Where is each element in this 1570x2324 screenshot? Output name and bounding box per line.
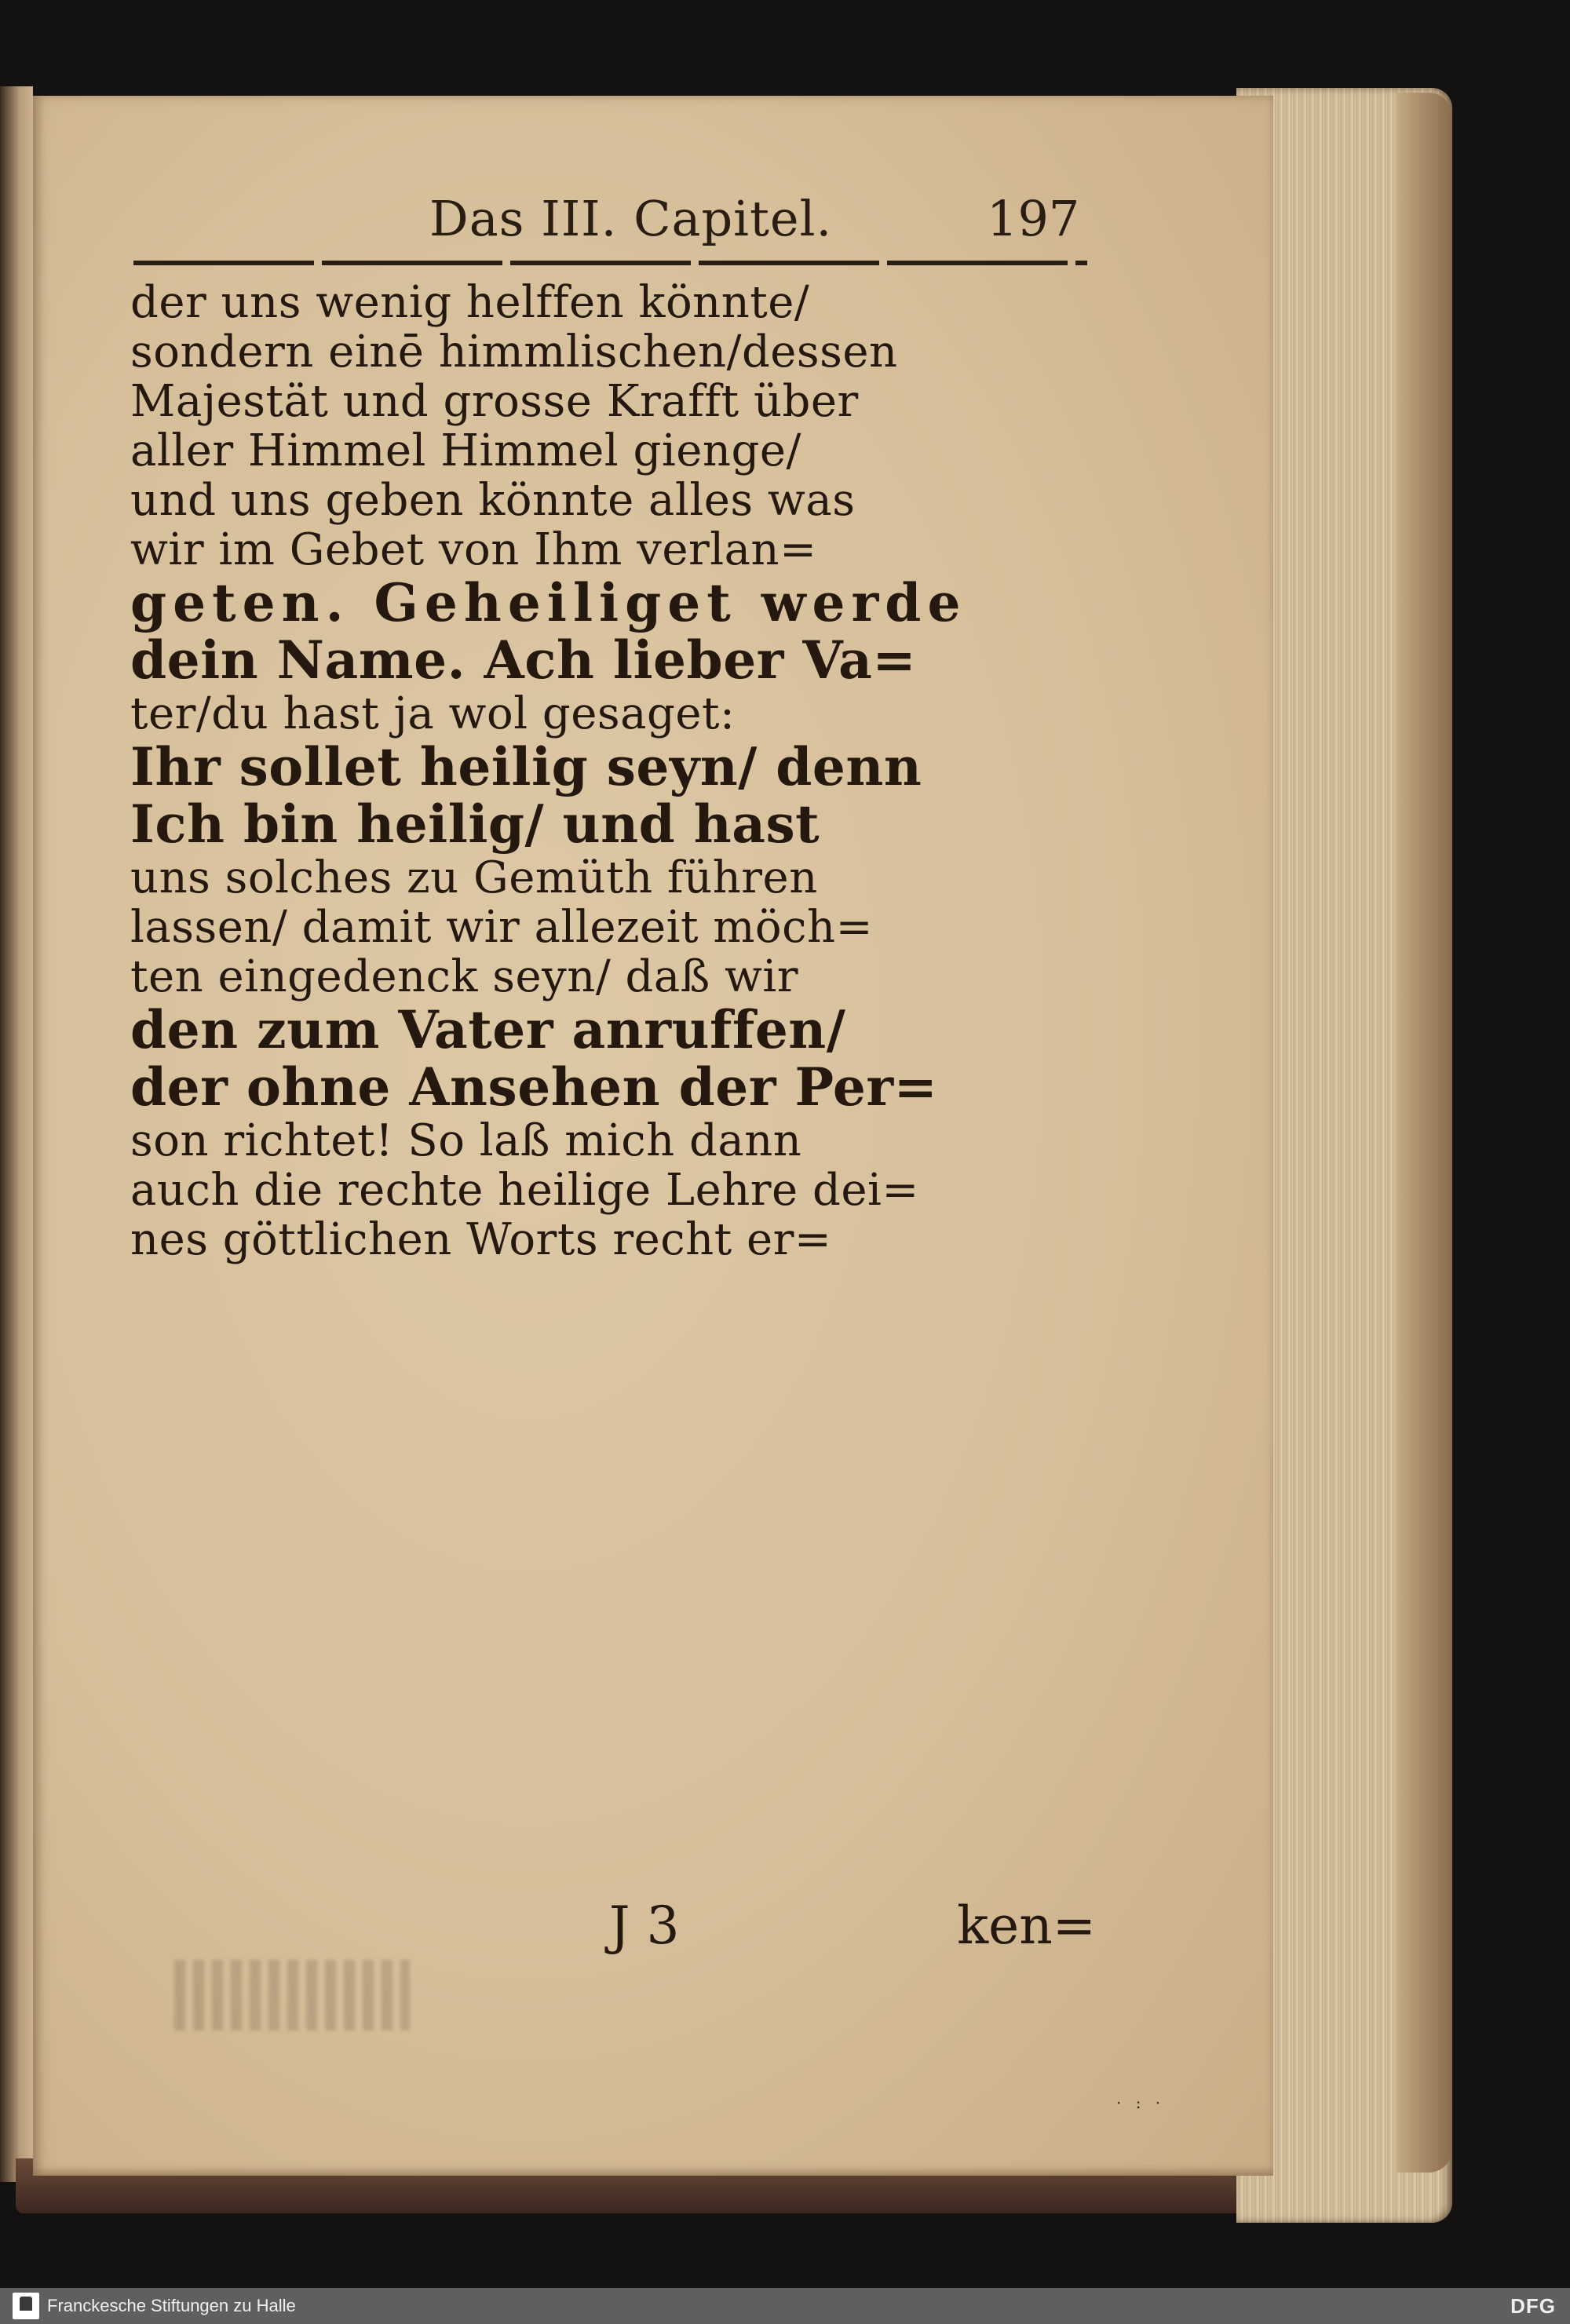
text-line: lassen/ damit wir allezeit möch= [130, 902, 873, 953]
dfg-logo: DFG [1510, 2294, 1556, 2318]
paper-specks: · : · [1116, 2093, 1166, 2112]
text-line: uns solches zu Gemüth führen [130, 852, 818, 903]
ink-bleed-through [174, 1960, 410, 2030]
text-line-emphasis: dein Name. Ach lieber Va= [130, 629, 917, 691]
left-book-edge [0, 86, 33, 2182]
text-line-emphasis: Ich bin heilig/ und hast [130, 794, 820, 855]
viewer-footer-bar [0, 2288, 1570, 2324]
text-line: son richtet! So laß mich dann [130, 1115, 802, 1166]
signature-mark: J 3 [609, 1895, 680, 1956]
body-text [130, 278, 1096, 1264]
text-line: der uns wenig helffen könnte/ [130, 277, 810, 328]
text-line-emphasis: Ihr sollet heilig seyn/ denn [130, 736, 922, 797]
text-line-emphasis: den zum Vater anruffen/ [130, 999, 846, 1060]
institution-name[interactable]: Franckesche Stiftungen zu Halle [47, 2296, 296, 2315]
header-rule [133, 261, 1087, 265]
catchword: ken= [957, 1895, 1096, 1956]
page-number: 197 [987, 190, 1080, 247]
institution-logo-icon [13, 2293, 39, 2319]
signature-line [130, 1895, 1096, 1956]
text-line: nes göttlichen Worts recht er= [130, 1214, 832, 1265]
text-line: wir im Gebet von Ihm verlan= [130, 524, 817, 575]
book-page [33, 96, 1273, 2176]
text-line: sondern einē himmlischen/dessen [130, 327, 898, 378]
running-title: Das III. Capitel. [429, 190, 833, 247]
text-line-emphasis: der ohne Ansehen der Per= [130, 1056, 938, 1118]
text-line: ten eingedenck seyn/ daß wir [130, 951, 799, 1002]
page-stack-edge [1397, 93, 1452, 2173]
text-line: ter/du hast ja wol gesaget: [130, 688, 736, 739]
text-line: und uns geben könnte alles was [130, 475, 856, 526]
text-line: Majestät und grosse Krafft über [130, 376, 859, 427]
text-line-emphasis: geten. Geheiliget werde [130, 572, 967, 633]
running-head [139, 181, 1081, 251]
text-line: aller Himmel Himmel gienge/ [130, 425, 801, 476]
text-line: auch die rechte heilige Lehre dei= [130, 1165, 919, 1216]
